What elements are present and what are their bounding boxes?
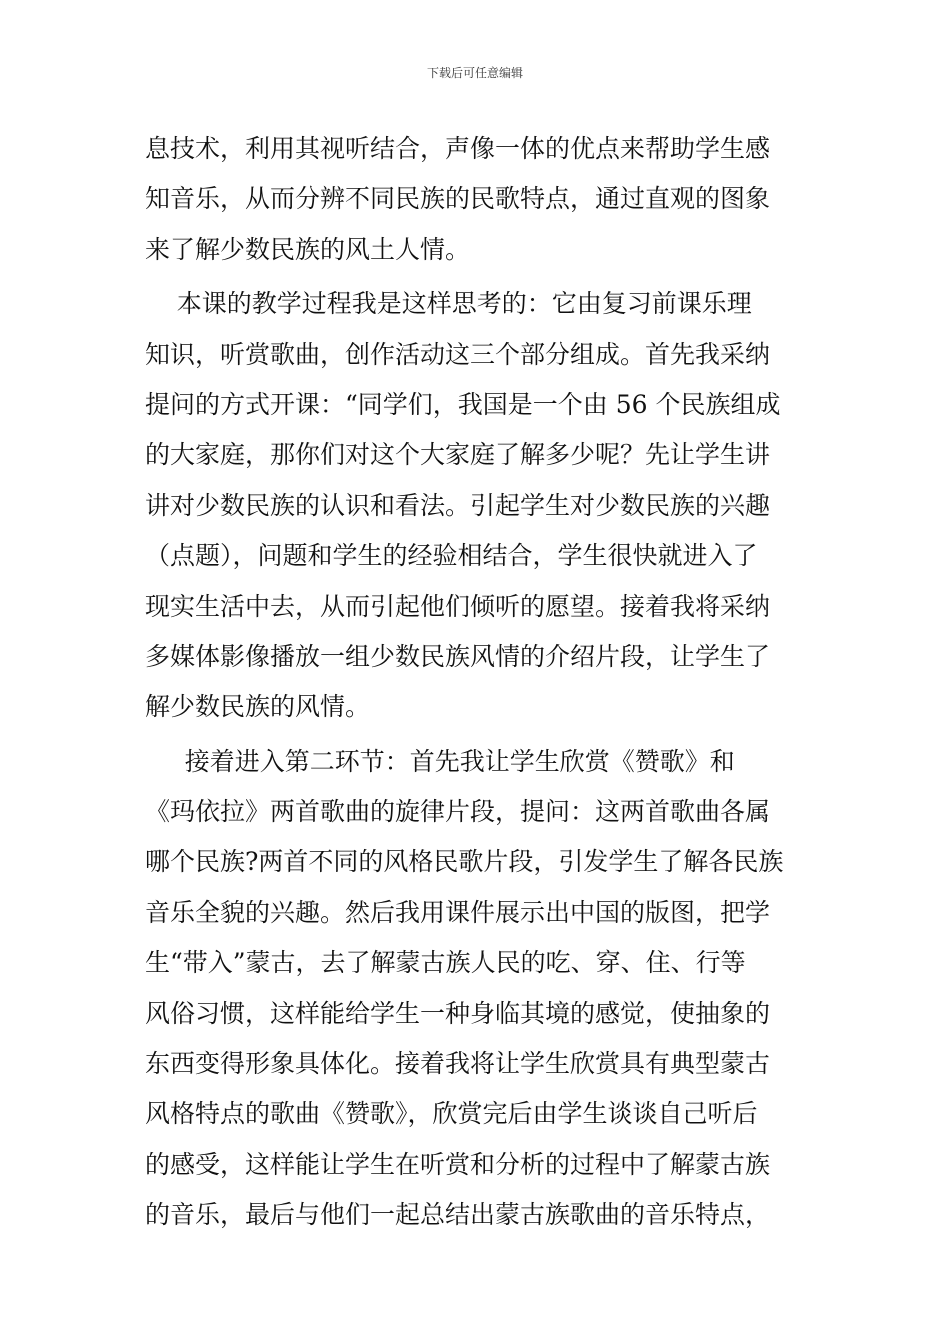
- text-line: 本课的教学过程我是这样思考的：它由复习前课乐理: [145, 289, 752, 319]
- text-line: 的感受，这样能让学生在听赏和分析的过程中了解蒙古族: [145, 1149, 771, 1179]
- text-line: 东西变得形象具体化。接着我将让学生欣赏具有典型蒙古: [145, 1049, 771, 1079]
- body-text: [145, 124, 810, 1241]
- text-line: 《玛依拉》两首歌曲的旋律片段，提问：这两首歌曲各属: [145, 797, 771, 827]
- text-line: 风俗习惯，这样能给学生一种身临其境的感觉，使抽象的: [145, 998, 771, 1028]
- paragraph-2: [145, 279, 810, 733]
- text-line: 音乐全貌的兴趣。然后我用课件展示出中国的版图，把学: [145, 897, 771, 927]
- text-line: 息技术，利用其视听结合，声像一体的优点来帮助学生感: [145, 134, 771, 163]
- text-line: 接着进入第二环节：首先我让学生欣赏《赞歌》和: [145, 746, 735, 776]
- text-line: 现实生活中去，从而引起他们倾听的愿望。接着我将采纳: [145, 591, 771, 621]
- text-line: 提问的方式开课：“同学们，我国是一个由 56 个民族组成: [145, 389, 781, 419]
- text-line: （点题），问题和学生的经验相结合，学生很快就进入了: [145, 541, 758, 571]
- text-line: 讲对少数民族的认识和看法。引起学生对少数民族的兴趣: [145, 490, 771, 520]
- text-line: 的音乐，最后与他们一起总结出蒙古族歌曲的音乐特点，: [145, 1200, 771, 1230]
- text-line: 生“带入”蒙古，去了解蒙古族人民的吃、穿、住、行等: [145, 948, 746, 978]
- paragraph-3: [145, 737, 810, 1241]
- text-line: 知识，听赏歌曲，创作活动这三个部分组成。首先我采纳: [145, 339, 771, 369]
- text-line: 知音乐，从而分辨不同民族的民歌特点，通过直观的图象: [145, 184, 771, 214]
- text-line: 解少数民族的风情。: [145, 692, 371, 722]
- paragraph-1: [145, 124, 810, 275]
- text-line: 的大家庭，那你们对这个大家庭了解多少呢？先让学生讲: [145, 440, 771, 470]
- text-line: 多媒体影像播放一组少数民族风情的介绍片段，让学生了: [145, 641, 771, 671]
- page-header: 下载后可任意编辑: [426, 66, 523, 80]
- text-line: 哪个民族?两首不同的风格民歌片段，引发学生了解各民族: [145, 847, 784, 877]
- text-line: 风格特点的歌曲《赞歌》，欣赏完后由学生谈谈自己听后: [145, 1099, 758, 1129]
- text-line: 来了解少数民族的风土人情。: [145, 234, 471, 264]
